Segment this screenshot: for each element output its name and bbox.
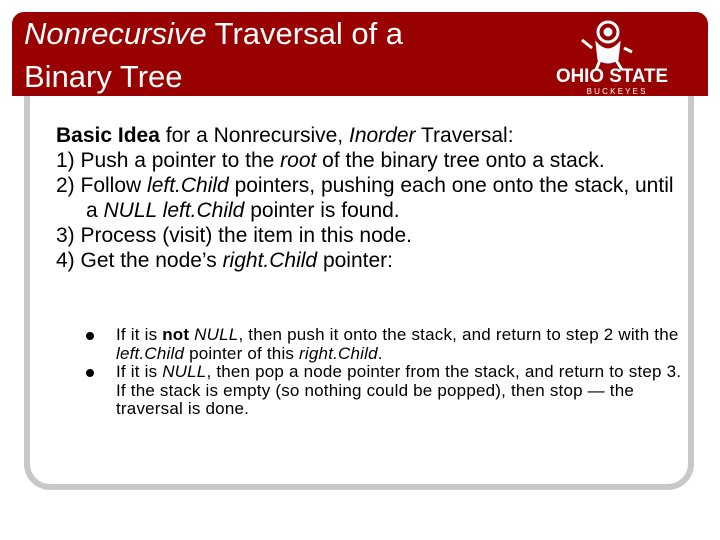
bullet-dot-icon [86,369,94,377]
step-2-italic: left.Child [147,174,229,197]
step-1-text-end: of the binary tree onto a stack. [316,149,605,172]
step-1-text: 1) Push a pointer to the [56,149,281,172]
bullet-1-bold: not [162,325,190,344]
step-4-text-end: pointer: [317,249,393,272]
ohio-state-logo [552,12,672,96]
bullet-1-text-end: . [377,343,383,363]
logo-wordmark: OHIO STATE [556,66,668,87]
bullet-1-text-mid: , then push it onto the stack, and return to step 2 with the [238,325,679,344]
bullet-1-italic-3: right.Child [299,343,378,363]
main-text [56,123,676,273]
intro-text: for a Nonrecursive, [159,124,349,147]
title-line2: Binary Tree [24,59,183,94]
slide-title [24,12,504,98]
step-4-text: 4) Get the node’s [56,249,223,272]
bullet-1-italic: NULL [194,325,239,344]
step-1-italic: root [280,149,317,172]
intro-line [56,123,676,148]
bullet-dot-icon [86,332,94,340]
step-2-text-mid: pointers, pushing each one onto the stack, until a [86,174,674,222]
bullet-2-text-end: , then pop a node pointer from the stack, and return to step 3. If the stack is empty (so nothing could be popped), then stop — the traversal is done. [116,362,682,418]
step-2 [56,173,676,223]
bullet-1-text: If it is [116,325,163,344]
bullet-not-null [86,326,686,363]
bullet-1-italic-2: left.Child [116,343,185,363]
intro-bold: Basic Idea [56,124,160,147]
step-4-italic: right.Child [222,249,318,272]
step-2-text: 2) Follow [56,174,148,197]
intro-text-end: Traversal: [415,124,514,147]
intro-italic: Inorder [348,124,416,147]
brutus-mascot-icon [582,22,632,70]
title-rest: Traversal of a [206,16,404,51]
bullet-1-text-mid-2: pointer of this [184,343,300,363]
step-4 [56,248,676,273]
logo-subtitle: B U C K E Y E S [586,87,646,96]
title-italic: Nonrecursive [24,16,207,51]
step-3: 3) Process (visit) the item in this node. [56,224,412,247]
bullet-2-text: If it is [116,362,163,381]
bullet-2-italic: NULL [162,362,207,381]
step-1 [56,148,676,173]
step-2-italic-2: NULL left.Child [103,199,245,222]
bullet-null [86,363,686,419]
sub-bullets [86,326,686,419]
step-2-text-end: pointer is found. [244,199,400,222]
